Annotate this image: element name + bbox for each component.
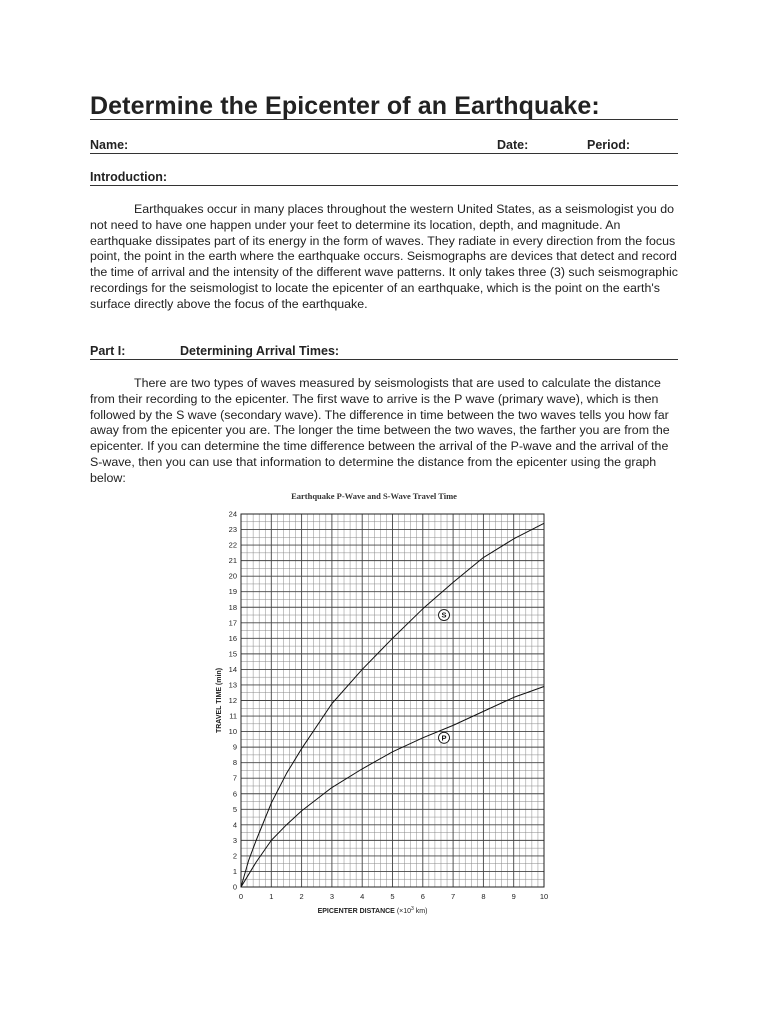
introduction-divider bbox=[90, 185, 678, 186]
x-axis-label-unit: (×10 bbox=[396, 908, 412, 915]
x-tick-label: 9 bbox=[511, 892, 516, 901]
introduction-text: Earthquakes occur in many places throughout the western United States, as a seismologist you do not need to have one happen under your feet to determine its location, depth, and magnitude. An earthquake dissipates part of its energy in the form of waves. They radiate in every direction from the focus point, the point in the earth where the earthquake occurs. Seismographs are devices that detect and record the time of arrival and the intensity of the different wave patterns. It only takes three (3) such seismographic recordings for the seismologist to locate the epicenter of an earthquake, which is the point on the earth's surface directly above the focus of the earthquake. bbox=[90, 202, 678, 311]
y-tick-label: 16 bbox=[228, 633, 237, 643]
x-axis-label-tail: km) bbox=[413, 908, 428, 915]
y-tick-label: 23 bbox=[228, 525, 237, 535]
series-p-label: P bbox=[441, 733, 447, 743]
period-label: Period: bbox=[587, 138, 631, 152]
y-axis-label: TRAVEL TIME (min) bbox=[216, 667, 223, 734]
grid-major bbox=[241, 514, 544, 887]
y-tick-label: 24 bbox=[228, 509, 237, 519]
y-tick-label: 14 bbox=[228, 664, 237, 674]
name-label: Name: bbox=[90, 138, 129, 152]
y-tick-label: 2 bbox=[232, 851, 237, 861]
x-tick-label: 3 bbox=[329, 892, 334, 901]
part1-title: Determining Arrival Times: bbox=[180, 344, 340, 358]
page-title: Determine the Epicenter of an Earthquake: bbox=[90, 92, 600, 120]
x-tick-label: 5 bbox=[390, 892, 395, 901]
x-tick-label: 10 bbox=[539, 892, 549, 901]
x-tick-label: 0 bbox=[238, 892, 244, 901]
y-tick-label: 9 bbox=[232, 742, 237, 752]
x-tick-label: 4 bbox=[360, 892, 365, 901]
y-tick-label: 4 bbox=[232, 820, 237, 830]
x-tick-label: 2 bbox=[299, 892, 304, 901]
y-tick-label: 7 bbox=[232, 773, 237, 783]
x-tick-label: 7 bbox=[451, 892, 456, 901]
y-tick-label: 12 bbox=[228, 696, 237, 705]
x-axis-label-exp: 3 bbox=[411, 906, 414, 912]
part1-text: There are two types of waves measured by seismologists that are used to calculate the distance from their recording to the epicenter. The first wave to arrive is the P wave (primary wave), which is then followed by the S wave (secondary wave). The difference in time between the two waves tells you how far away from the epicenter you are. The longer the time between the two waves, the farther you are from the epicenter. If you can determine the time difference between the arrival of the P-wave and the arrival of the S-wave, then you can use that information to determine the distance from the epicenter using the graph below: bbox=[90, 376, 670, 485]
y-tick-label: 22 bbox=[228, 540, 237, 550]
y-tick-label: 6 bbox=[232, 789, 237, 799]
y-axis-tick-labels bbox=[229, 510, 237, 892]
x-axis-label-main: EPICENTER DISTANCE bbox=[317, 908, 395, 915]
part1-paragraph bbox=[90, 376, 680, 487]
y-tick-label: 5 bbox=[232, 804, 237, 814]
title-divider bbox=[90, 119, 678, 120]
y-tick-label: 19 bbox=[228, 587, 237, 597]
y-tick-label: 13 bbox=[228, 680, 237, 690]
x-axis-label bbox=[318, 906, 428, 915]
y-tick-label: 3 bbox=[232, 835, 237, 845]
y-tick-label: 1 bbox=[232, 866, 237, 876]
y-tick-label: 20 bbox=[228, 571, 237, 581]
y-tick-label: 17 bbox=[228, 618, 237, 628]
introduction-paragraph bbox=[90, 202, 680, 313]
travel-time-chart bbox=[200, 488, 560, 920]
x-tick-label: 8 bbox=[481, 892, 486, 901]
series-s-label: S bbox=[441, 610, 447, 620]
x-axis-tick-labels bbox=[239, 892, 548, 901]
y-tick-label: 11 bbox=[229, 711, 237, 721]
part1-label: Part I: bbox=[90, 344, 126, 358]
y-tick-label: 8 bbox=[232, 758, 237, 768]
x-tick-label: 1 bbox=[269, 892, 274, 901]
y-tick-label: 18 bbox=[228, 602, 237, 612]
introduction-heading: Introduction: bbox=[90, 170, 168, 184]
x-tick-label: 6 bbox=[420, 892, 425, 901]
part1-divider bbox=[90, 359, 678, 360]
date-label: Date: bbox=[497, 138, 529, 152]
y-tick-label: 15 bbox=[228, 649, 237, 659]
chart-title: Earthquake P-Wave and S-Wave Travel Time bbox=[291, 491, 457, 501]
y-tick-label: 0 bbox=[232, 882, 237, 892]
y-tick-label: 21 bbox=[228, 556, 237, 566]
name-line[interactable] bbox=[90, 153, 678, 154]
y-tick-label: 10 bbox=[228, 727, 237, 737]
